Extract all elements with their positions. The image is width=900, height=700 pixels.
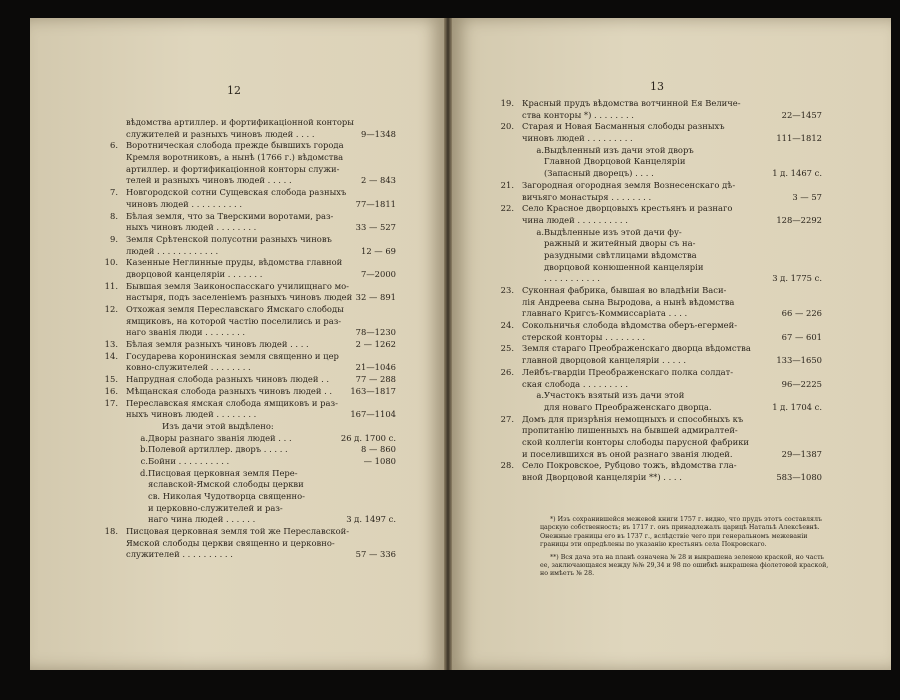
table-row [96,327,396,339]
table-row [96,421,396,433]
table-row [96,316,396,328]
entry-value: 1 д. 1467 с. [772,168,822,179]
entry-text: ражный и житейный дворы съ на- [544,238,696,249]
entry-text: дворцовой конюшенной канцеляріи [544,261,704,272]
footnotes [540,516,830,583]
entry-number: 12. [104,304,118,314]
table-row [492,437,822,449]
entry-number: 17. [104,397,118,408]
entry-value: 78—1230 [355,327,396,338]
table-row [492,460,822,472]
table-row [492,355,822,367]
entry-value: 77 — 288 [355,374,396,385]
entry-value: 7—2000 [360,268,396,279]
entry-value: 3 д. 1497 с. [346,514,396,525]
entry-number: c. [140,455,148,466]
entry-text: наго званія люди . . . . . . . . [126,327,246,338]
entry-value: 29—1387 [781,448,822,459]
table-row [96,175,396,187]
entry-text: главной дворцовой канцеляріи . . . . . [522,355,686,366]
entry-text: Мѣщанская слобода разныхъ чиновъ людей . . [126,385,333,396]
table-row [96,386,396,398]
table-row [96,491,396,503]
table-row [96,211,396,223]
entry-text: Дворы разнаго званія людей . . . [148,432,292,443]
entry-value: 2 — 1262 [355,339,396,350]
table-row [96,503,396,515]
entry-text: яславской-Ямской слободы церкви [148,479,304,490]
table-row [492,168,822,180]
entry-text: Земля Срѣтенской полусотни разныхъ чиновъ [126,233,332,244]
table-row [492,110,822,122]
table-row [492,180,822,192]
table-row [96,164,396,176]
entry-text: Напрудная слобода разныхъ чиновъ людей . . [126,374,330,385]
table-row [492,320,822,332]
entry-value: 128—2292 [776,214,822,225]
table-row [96,222,396,234]
entry-value: 8 — 860 [360,444,396,455]
entry-text: Бойни . . . . . . . . . . [148,455,230,466]
entry-text: чина людей . . . . . . . . . . [522,214,628,225]
entry-value: 32 — 891 [355,292,396,303]
left-page-entries [96,117,396,561]
entry-number: 19. [500,98,514,108]
table-row [492,227,822,239]
entry-text: разудными свѣтлицами вѣдомства [544,249,697,260]
entry-text: Земля стараго Преображенскаго дворца вѣдомства [522,343,751,354]
entry-number: a. [140,432,148,443]
entry-text: Ямской слободы церкви священно и церковно- [126,537,335,548]
table-row [492,343,822,355]
right-page-entries [492,98,822,484]
table-row [96,140,396,152]
entry-text: ныхъ чиновъ людей . . . . . . . . [126,409,257,420]
entry-text: главнаго Кригсъ-Коммиссаріата . . . . [522,308,688,319]
table-row [96,444,396,456]
table-row [492,414,822,426]
entry-value: 111—1812 [776,133,822,144]
entry-text: лія Андреева сына Выродова, а нынѣ вѣдомства [522,296,735,307]
table-row [96,456,396,468]
entry-number: 16. [104,385,118,396]
table-row [96,351,396,363]
entry-text: стерской конторы . . . . . . . . [522,331,646,342]
entry-text: ямщиковъ, на которой частію поселились и раз- [126,315,342,326]
table-row [492,273,822,285]
table-row [492,390,822,402]
entry-text: ныхъ чиновъ людей . . . . . . . . [126,222,257,233]
entry-number: 6. [110,140,118,151]
entry-text: Воротническая слобода прежде бывшихъ города [126,140,344,151]
entry-text: Загородная огородная земля Вознесенскаго дѣ- [522,179,736,190]
entry-text: Старая и Новая Басманныя слободы разныхъ [522,121,725,132]
table-row [492,262,822,274]
entry-value: 3 — 57 [792,191,822,202]
left-page [30,18,444,670]
entry-text: Лейбъ-гвардіи Преображенскаго полка солдат- [522,366,734,377]
table-row [96,479,396,491]
entry-number: 14. [104,350,118,361]
entry-text: Казенные Неглинные пруды, вѣдомства главной [126,257,343,268]
entry-text: Суконная фабрика, бывшая во владѣніи Васи- [522,285,727,295]
entry-text: Писцовая церковная земля Пере- [148,467,298,478]
table-row [96,246,396,258]
entry-text: вѣдомства артиллер. и фортификаціонной конторы [126,117,354,127]
entry-text: Кремля воротниковъ, а нынѣ (1766 г.) вѣдомства [126,152,344,163]
entry-text: Отхожая земля Переславскаго Ямскаго слободы [126,304,344,314]
entry-text: людей . . . . . . . . . . . . [126,245,219,256]
entry-value: — 1080 [363,455,396,466]
entry-value: 583—1080 [776,472,822,482]
entry-value: 9—1348 [360,128,396,139]
footnote: *) Изъ сохранившейся межевой книги 1757 г. видно, что прудъ этотъ составлялъ царскую собственность; въ 1717 г. онъ принадлежалъ царицѣ Натальѣ Алексѣевнѣ. Онежные границы его въ 1737 г., вслѣдствіе чего при генеральномъ межеваніи границы эти опредѣлены по указанію крестьянъ села Покровскаго. [540,516,823,549]
table-row [492,238,822,250]
table-row [96,117,396,129]
table-row [96,538,396,550]
entry-number: a. [536,144,544,155]
entry-number: 13. [104,339,118,350]
table-row [492,215,822,227]
entry-text: артиллер. и фортификаціонной конторы служи- [126,163,340,174]
page-number: 12 [227,84,241,97]
entry-text: . . . . . . . . . . . [544,273,600,284]
entry-text: Переславская ямская слобода ямщиковъ и раз- [126,397,338,408]
entry-value: 77—1811 [355,198,396,209]
entry-text: и поселившихся въ оной разнаго званія людей. [522,448,733,459]
table-row [492,145,822,157]
entry-number: 10. [104,257,118,268]
entry-text: Село Покровское, Рубцово тожъ, вѣдомства гла- [522,460,737,471]
entry-value: 67 — 601 [781,331,822,342]
entry-value: 133—1650 [776,355,822,366]
table-row [492,379,822,391]
entry-value: 22—1457 [781,109,822,120]
entry-text: Новгородской сотни Сущевская слобода разныхъ [126,187,347,198]
table-row [96,292,396,304]
entry-value: 21—1046 [355,362,396,373]
entry-text: Главной Дворцовой Канцеляріи [544,156,686,167]
entry-text: Участокъ взятый изъ дачи этой [544,390,685,401]
entry-text: дворцовой канцеляріи . . . . . . . [126,268,263,279]
table-row [96,398,396,410]
entry-value: 167—1104 [350,409,396,420]
entry-text: и церковно-служителей и раз- [148,502,283,513]
table-row [96,549,396,561]
entry-number: 7. [110,187,118,198]
table-row [96,187,396,199]
entry-text: телей и разныхъ чиновъ людей . . . . . [126,175,292,186]
book-spine [444,18,452,670]
table-row [96,257,396,269]
entry-number: 24. [500,320,514,331]
entry-value: 96—2225 [781,378,822,389]
table-row [96,199,396,211]
entry-text: ковно-служителей . . . . . . . . [126,362,251,373]
table-row [492,297,822,309]
table-row [492,121,822,133]
entry-text: служителей . . . . . . . . . . [126,549,233,560]
entry-number: 11. [104,280,118,291]
entry-number: d. [139,467,148,478]
entry-text: св. Николая Чудотворца священно- [148,491,306,501]
entry-number: 20. [500,121,514,132]
table-row [96,433,396,445]
entry-text: для новаго Преображенскаго дворца. [544,401,712,412]
table-row [96,152,396,164]
entry-value: 57 — 336 [355,549,396,560]
entry-value: 163—1817 [350,385,396,396]
table-row [492,332,822,344]
table-row [492,133,822,145]
entry-text: Выдѣленный изъ дачи этой дворъ [544,144,694,155]
page-number: 13 [650,80,664,93]
entry-text: Полевой артиллер. дворъ . . . . . [148,444,288,455]
table-row [96,468,396,480]
table-row [492,250,822,262]
entry-value: 2 — 843 [360,175,396,186]
entry-value: 1 д. 1704 с. [772,401,822,412]
table-row [492,192,822,204]
entry-number: 8. [110,210,118,221]
entry-text: вной Дворцовой канцеляріи **) . . . . [522,472,682,482]
entry-text: наго чина людей . . . . . . [148,514,256,525]
table-row [492,203,822,215]
entry-number: 27. [500,413,514,424]
entry-number: b. [139,444,148,455]
table-row [96,304,396,316]
table-row [492,472,822,484]
table-row [492,156,822,168]
entry-text: чиновъ людей . . . . . . . . . . [126,198,242,209]
entry-text: Красный прудъ вѣдомства вотчинной Ея Величе- [522,98,741,108]
table-row [492,367,822,379]
entry-text: (Запасный дворецъ) . . . . [544,168,654,179]
entry-number: 18. [104,526,118,537]
table-row [96,362,396,374]
table-row [96,234,396,246]
entry-text: Бѣлая земля, что за Тверскими воротами, раз- [126,210,334,221]
table-row [492,449,822,461]
entry-value: 33 — 527 [355,222,396,233]
table-row [96,339,396,351]
entry-text: служителей и разныхъ чиновъ людей . . . . [126,128,315,139]
entry-number: a. [536,390,544,401]
entry-value: 26 д. 1700 с. [340,432,396,443]
table-row [96,526,396,538]
entry-number: 15. [104,374,118,385]
table-row [96,409,396,421]
entry-number: 25. [500,343,514,354]
entry-text: чиновъ людей . . . . . . . . . [522,133,633,144]
entry-text: Бывшая земля Заиконоспасскаго училищнаго мо- [126,280,350,291]
table-row [492,98,822,110]
entry-number: 26. [500,366,514,377]
table-row [96,374,396,386]
table-row [492,402,822,414]
entry-value: 3 д. 1775 с. [772,273,822,284]
entry-number: 28. [500,460,514,471]
table-row [96,281,396,293]
table-row [96,129,396,141]
entry-text: вичьяго монастыря . . . . . . . . [522,191,652,202]
table-row [96,269,396,281]
table-row [96,514,396,526]
entry-text: ства конторы *) . . . . . . . . [522,109,634,120]
table-row [492,425,822,437]
entry-text: ская слобода . . . . . . . . . [522,378,629,389]
right-page [452,18,891,670]
entry-text: Государева коронинская земля священно и цер [126,350,339,361]
entry-number: 9. [110,233,118,244]
entry-text: пропитанію лишенныхъ на бывшей адмиралтей- [522,425,738,436]
entry-text: Домъ для призрѣнія немощныхъ и способныхъ къ [522,413,744,424]
entry-text: настыря, подъ заселеніемъ разныхъ чиновъ людей [126,292,353,303]
entry-number: 21. [500,179,514,190]
entry-value: 12 — 69 [360,245,396,256]
entry-text: Село Красное дворцовыхъ крестьянъ и разнаго [522,203,733,214]
entry-text: Сокольничья слобода вѣдомства оберъ-егермей- [522,320,738,331]
entry-number: 23. [500,285,514,295]
entry-text: ской коллегіи конторы слободы парусной фабрики [522,436,750,447]
entry-text: Писцовая церковная земля той же Переславской- [126,526,350,537]
entry-number: 22. [500,203,514,214]
table-row [492,308,822,320]
entry-value: 66 — 226 [781,308,822,319]
entry-number: a. [536,226,544,237]
entry-text: Выдѣленные изъ этой дачи фу- [544,226,682,237]
footnote: **) Вся дача эта на планѣ означена № 28 и выкрашена зеленою краской, но часть ее, заключающаяся между №№ 29,34 и 98 по ошибкѣ выкрашена фіолетовой краской, но имѣетъ № 28. [540,553,829,578]
table-row [492,285,822,297]
entry-text: Бѣлая земля разныхъ чиновъ людей . . . . [126,339,309,350]
entry-text: Изъ дачи этой выдѣлено: [162,420,274,431]
